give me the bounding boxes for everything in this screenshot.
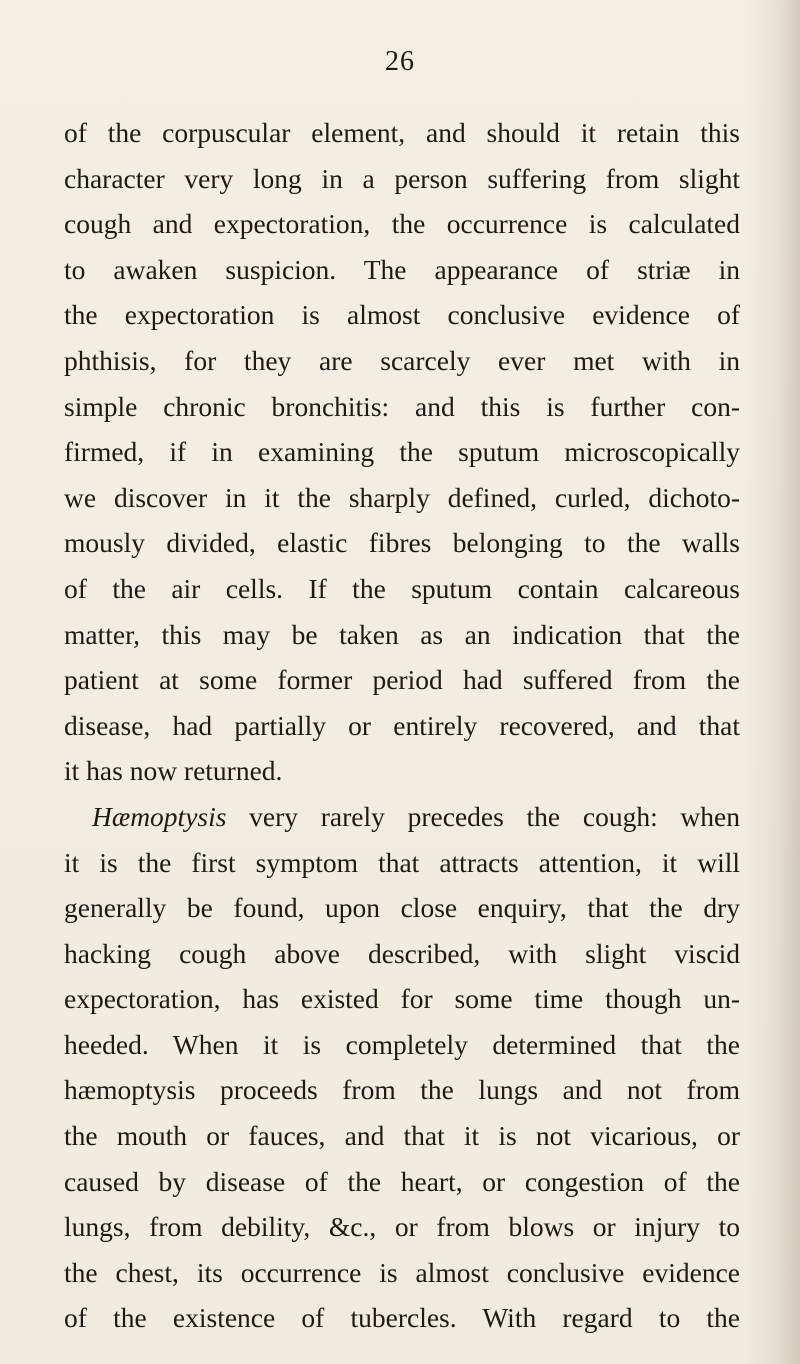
text-line: the expectoration is almost conclusive evidence of bbox=[64, 299, 740, 331]
text-line: hacking cough above described, with slight viscid bbox=[64, 937, 740, 969]
paragraph-2 bbox=[64, 794, 740, 1341]
text-line: matter, this may be taken as an indication that the bbox=[64, 618, 740, 650]
text-line: of the air cells. If the sputum contain calcareous bbox=[64, 572, 740, 604]
text-line: lungs, from debility, &c., or from blows or injury to bbox=[64, 1211, 740, 1243]
text-line: of the existence of tubercles. With regard to the bbox=[64, 1302, 740, 1334]
text-line: generally be found, upon close enquiry, that the dry bbox=[64, 892, 740, 924]
page-number: 26 bbox=[385, 46, 415, 77]
text-line: to awaken suspicion. The appearance of striæ in bbox=[64, 253, 740, 285]
text-line: caused by disease of the heart, or congestion of the bbox=[64, 1165, 740, 1197]
text-line: simple chronic bronchitis: and this is further con- bbox=[64, 390, 740, 422]
body-text bbox=[64, 110, 740, 1341]
paragraph-1 bbox=[64, 110, 740, 794]
text-line: the mouth or fauces, and that it is not vicarious, or bbox=[64, 1120, 740, 1152]
text-line: cough and expectoration, the occurrence is calculated bbox=[64, 208, 740, 240]
text-line: character very long in a person suffering from slight bbox=[64, 162, 740, 194]
text-line: disease, had partially or entirely recovered, and that bbox=[64, 709, 740, 741]
text-line: it has now returned. bbox=[64, 755, 283, 787]
text-line-rest: very rarely precedes the cough: when bbox=[226, 800, 740, 832]
text-line: phthisis, for they are scarcely ever met with in bbox=[64, 344, 740, 376]
text-line: of the corpuscular element, and should it retain this bbox=[64, 117, 740, 148]
text-line: expectoration, has existed for some time though un- bbox=[64, 983, 740, 1015]
text-line-first bbox=[64, 794, 740, 840]
text-line: mously divided, elastic fibres belonging to the walls bbox=[64, 527, 740, 559]
italic-term: Hæmoptysis bbox=[92, 800, 227, 832]
text-line: the chest, its occurrence is almost conclusive evidence bbox=[64, 1256, 740, 1288]
text-line: hæmoptysis proceeds from the lungs and not from bbox=[64, 1074, 740, 1106]
text-line: it is the first symptom that attracts attention, it will bbox=[64, 846, 740, 878]
text-line: patient at some former period had suffered from the bbox=[64, 664, 740, 696]
text-line: heeded. When it is completely determined that the bbox=[64, 1028, 740, 1060]
text-line: we discover in it the sharply defined, curled, dichoto- bbox=[64, 481, 740, 513]
text-line: firmed, if in examining the sputum microscopically bbox=[64, 436, 740, 468]
